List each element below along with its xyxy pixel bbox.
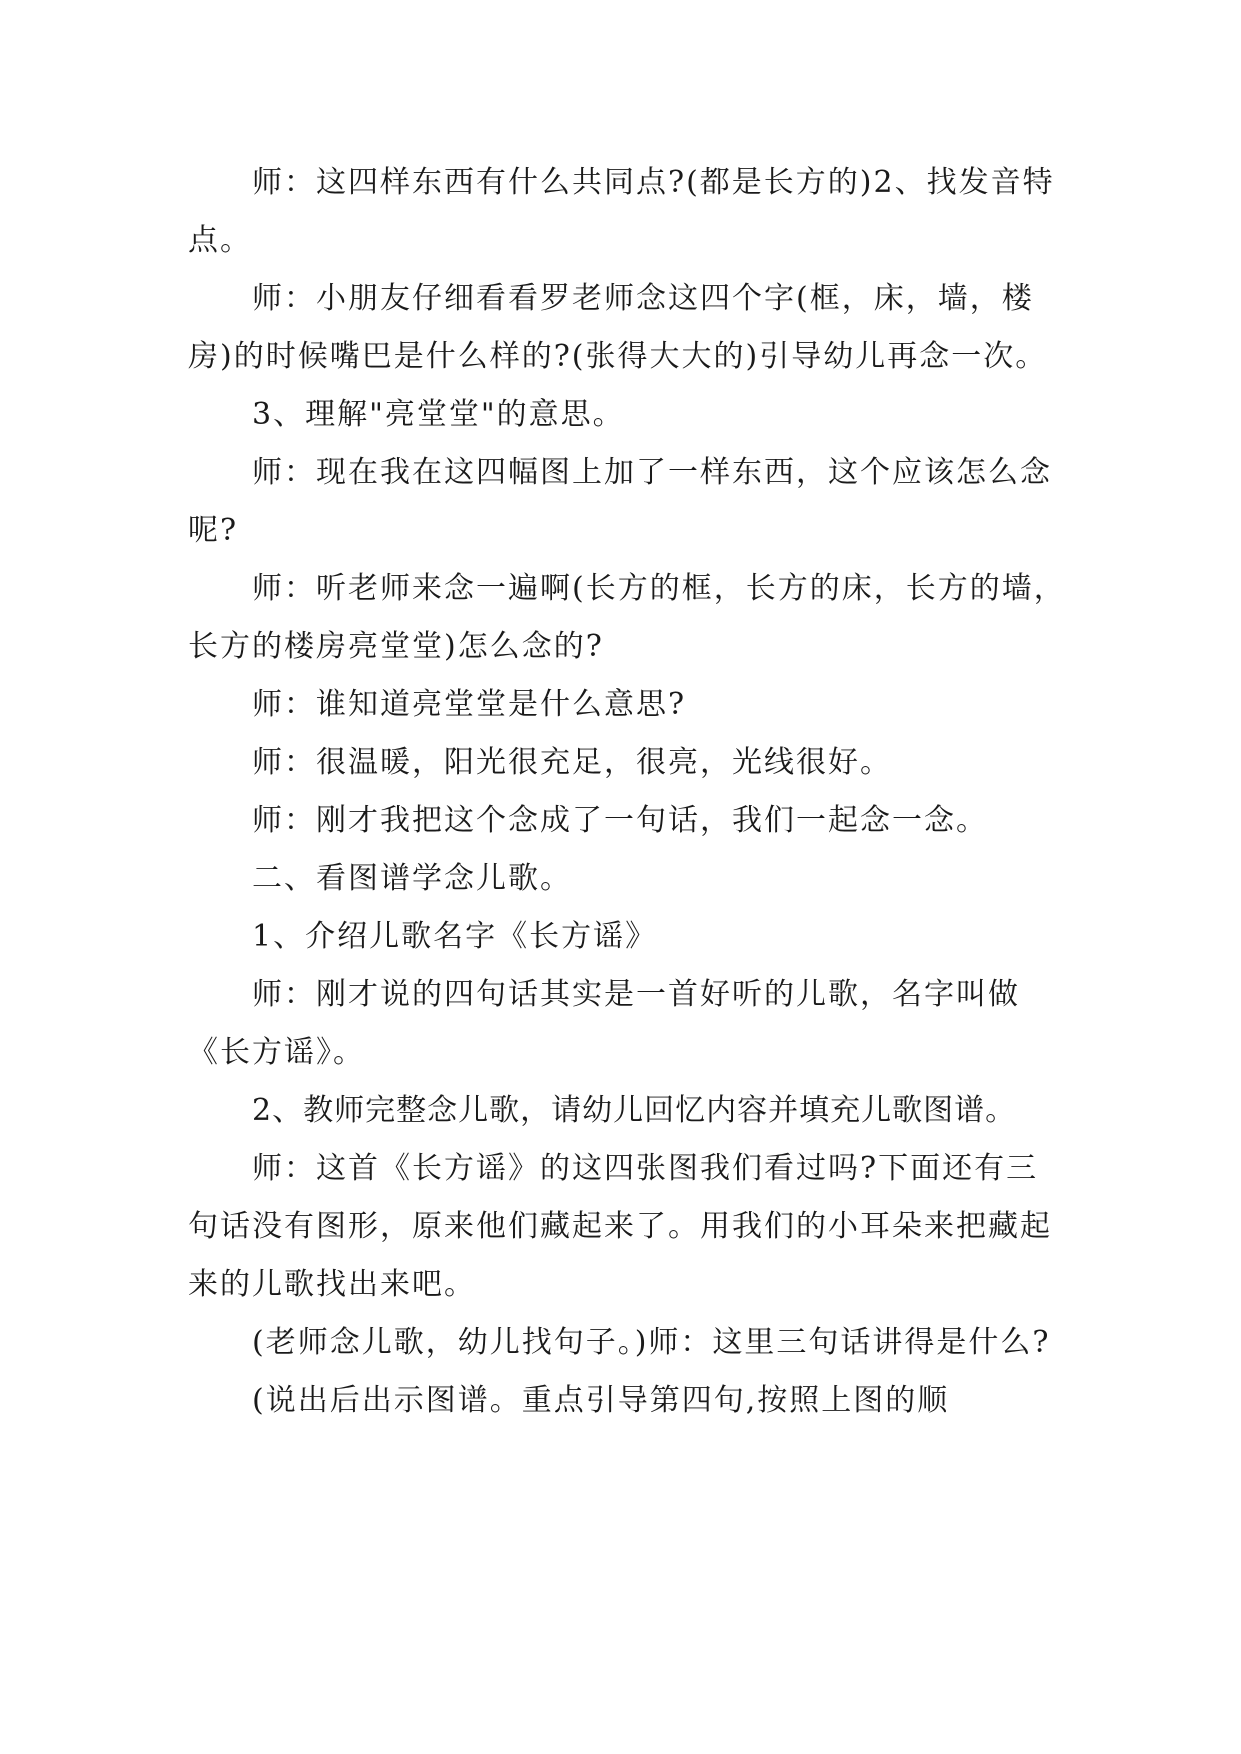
paragraph: 3、理解"亮堂堂"的意思。	[252, 397, 625, 432]
paragraph: 师：刚才说的四句话其实是一首好听的儿歌，名字叫做《长方谣》。	[188, 977, 1020, 1070]
paragraph: (老师念儿歌，幼儿找句子。)师：这里三句话讲得是什么?	[252, 1325, 1051, 1360]
paragraph: 师：小朋友仔细看看罗老师念这四个字(框，床，墙，楼房)的时候嘴巴是什么样的?(张得大大的)引导幼儿再念一次。	[188, 281, 1048, 374]
document-body	[188, 154, 1068, 1430]
paragraph: 师：很温暖，阳光很充足，很亮，光线很好。	[252, 745, 892, 780]
paragraph: 1、介绍儿歌名字《长方谣》	[252, 919, 658, 954]
paragraph: 师：刚才我把这个念成了一句话，我们一起念一念。	[252, 803, 988, 838]
paragraph: 师：谁知道亮堂堂是什么意思?	[252, 687, 687, 722]
paragraph: 2、教师完整念儿歌，请幼儿回忆内容并填充儿歌图谱。	[252, 1093, 1017, 1128]
paragraph: (说出后出示图谱。重点引导第四句,按照上图的顺	[252, 1383, 950, 1418]
paragraph: 师：听老师来念一遍啊(长方的框，长方的床，长方的墙，长方的楼房亮堂堂)怎么念的?	[188, 571, 1066, 664]
section-heading: 二、看图谱学念儿歌。	[252, 861, 572, 896]
paragraph: 师：这首《长方谣》的这四张图我们看过吗?下面还有三句话没有图形，原来他们藏起来了。用我们的小耳朵来把藏起来的儿歌找出来吧。	[188, 1151, 1052, 1302]
paragraph: 师：这四样东西有什么共同点?(都是长方的)2、找发音特点。	[188, 165, 1055, 258]
paragraph: 师：现在我在这四幅图上加了一样东西，这个应该怎么念呢?	[188, 455, 1052, 548]
